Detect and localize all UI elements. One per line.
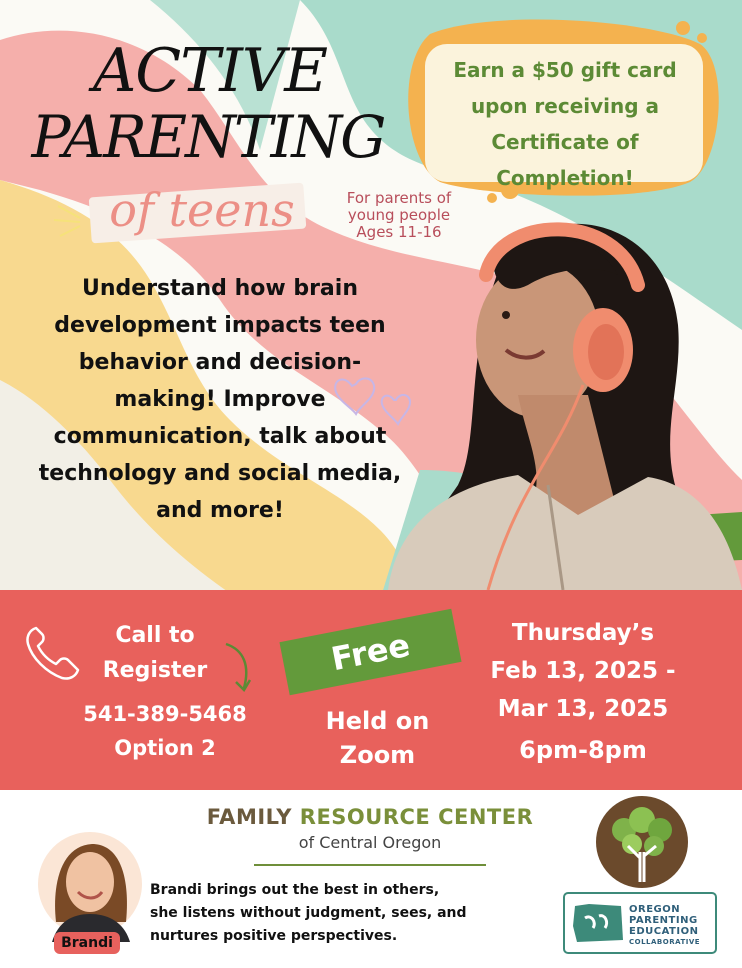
event-end-date: Mar 13, 2025 xyxy=(497,696,669,722)
organization-subtitle: of Central Oregon xyxy=(298,833,442,852)
teen-with-headphones-photo xyxy=(378,215,742,590)
description-text: Understand how brain development impacts teen behavior and decision-making! Improve communication, talk about technology and social media, and more! xyxy=(38,276,402,523)
tree-logo-icon xyxy=(594,794,690,890)
event-dates xyxy=(478,614,688,728)
partner-line-4: COLLABORATIVE xyxy=(629,938,701,946)
offer-text: Earn a $50 gift card upon receiving a Certificate of Completion! xyxy=(453,58,677,190)
title-parenting: PARENTING xyxy=(31,103,385,171)
partner-line-3: EDUCATION xyxy=(629,926,699,937)
title-active: ACTIVE xyxy=(92,36,328,106)
oregon-state-icon xyxy=(571,900,627,946)
call-to-register-label: Call to Register xyxy=(102,623,208,683)
audience-text: For parents of young people Ages 11-16 xyxy=(346,189,452,241)
phone-option-text: Option 2 xyxy=(114,736,216,760)
event-start-date: Feb 13, 2025 - xyxy=(490,658,676,684)
phone-number[interactable] xyxy=(70,697,260,765)
partner-line-1: OREGON xyxy=(629,904,681,915)
org-name-part2: RESOURCE CENTER xyxy=(299,805,534,829)
partner-line-2: PARENTING xyxy=(629,915,698,926)
event-time: 6pm-8pm xyxy=(519,736,647,764)
partner-logo xyxy=(563,892,717,954)
free-label: Free xyxy=(328,625,413,679)
facilitator-name: Brandi xyxy=(54,932,120,954)
phone-icon xyxy=(24,624,82,682)
title-of-teens: of teens xyxy=(109,183,295,237)
avatar xyxy=(38,826,142,942)
event-day: Thursday’s xyxy=(511,620,655,646)
org-name-part1: FAMILY xyxy=(206,805,292,829)
partner-logo-text xyxy=(629,904,717,947)
facilitator-quote: Brandi brings out the best in others, she listens without judgment, sees, and nurtures positive perspectives. xyxy=(150,882,467,944)
divider xyxy=(254,864,486,866)
organization-name xyxy=(195,803,545,831)
phone-number-text: 541-389-5468 xyxy=(83,702,247,726)
curved-arrow-icon xyxy=(222,640,258,698)
location-text: Held on Zoom xyxy=(325,707,430,769)
